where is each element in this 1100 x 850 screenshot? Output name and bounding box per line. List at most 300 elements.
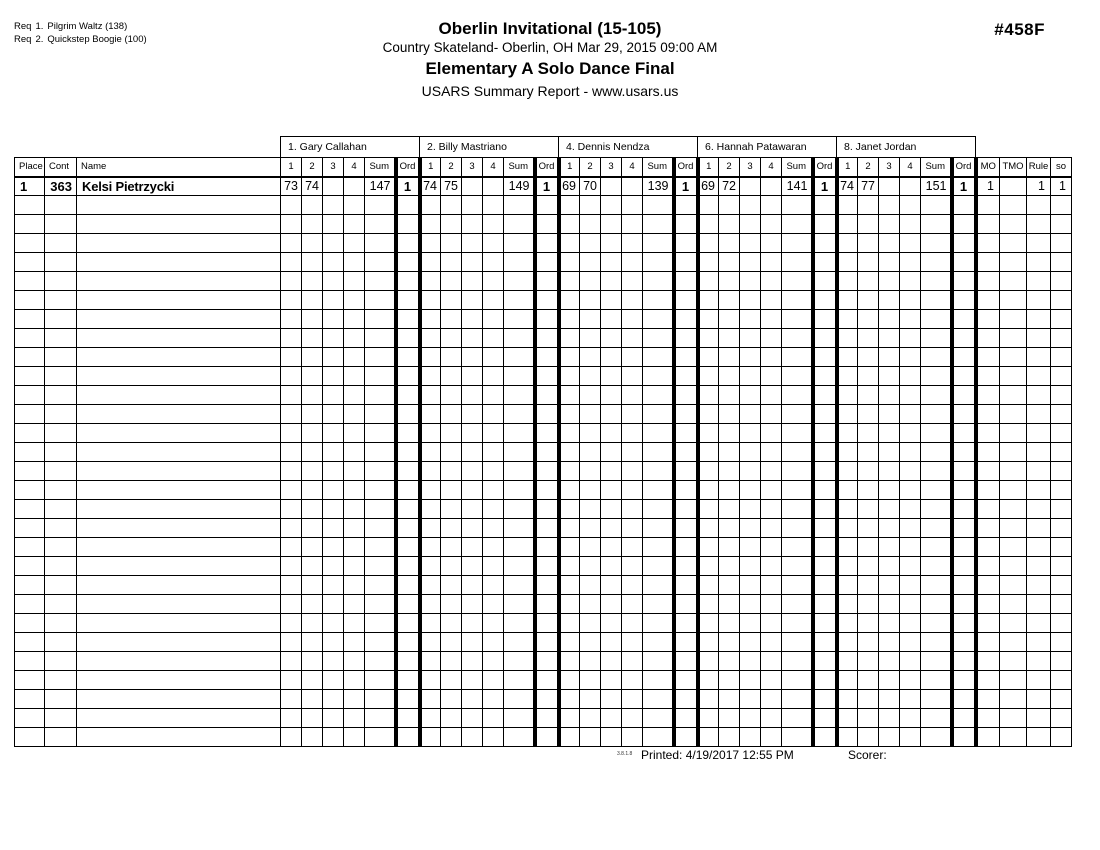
column-header-judge1-sum: Sum [365, 158, 396, 177]
cell-empty [1000, 633, 1027, 652]
cell-empty [483, 291, 504, 310]
column-header-judge5-sum: Sum [921, 158, 952, 177]
table-row-empty[interactable] [15, 234, 1072, 253]
table-row-empty[interactable] [15, 462, 1072, 481]
cell-empty [441, 329, 462, 348]
cell-empty [535, 329, 559, 348]
cell-empty [782, 614, 813, 633]
cell-empty [396, 215, 420, 234]
cell-empty [719, 728, 740, 747]
cell-empty [323, 215, 344, 234]
cell-empty [1000, 500, 1027, 519]
cell-empty [719, 291, 740, 310]
cell-empty [281, 500, 302, 519]
cell-empty [302, 519, 323, 538]
cell-empty [77, 234, 281, 253]
cell-empty [813, 690, 837, 709]
cell-empty [302, 234, 323, 253]
cell-empty [782, 500, 813, 519]
cell-empty [698, 405, 719, 424]
cell-empty [559, 481, 580, 500]
cell-empty [1027, 481, 1051, 500]
cell-empty [420, 310, 441, 329]
cell-empty [365, 272, 396, 291]
cell-empty [813, 728, 837, 747]
cell-empty [462, 652, 483, 671]
cell-empty [535, 557, 559, 576]
cell-empty [45, 443, 77, 462]
cell-empty [782, 728, 813, 747]
cell-empty [740, 329, 761, 348]
cell-empty [441, 595, 462, 614]
cell-empty [483, 481, 504, 500]
column-header-judge5-1: 1 [837, 158, 858, 177]
cell-empty [900, 500, 921, 519]
cell-empty [858, 310, 879, 329]
table-row-empty[interactable] [15, 595, 1072, 614]
cell-empty [952, 386, 976, 405]
table-row-empty[interactable] [15, 500, 1072, 519]
cell-empty [698, 443, 719, 462]
cell-empty [921, 538, 952, 557]
cell-empty [535, 291, 559, 310]
cell-empty [344, 367, 365, 386]
cell-empty [420, 557, 441, 576]
cell-empty [504, 234, 535, 253]
cell-empty [302, 196, 323, 215]
cell-empty [396, 443, 420, 462]
cell-empty [900, 272, 921, 291]
cell-judge2-ord: 1 [535, 177, 559, 196]
cell-empty [900, 291, 921, 310]
cell-empty [396, 557, 420, 576]
cell-empty [782, 462, 813, 481]
cell-empty [344, 405, 365, 424]
table-row-empty[interactable] [15, 272, 1072, 291]
cell-empty [643, 348, 674, 367]
cell-judge1-s2: 74 [302, 177, 323, 196]
cell-empty [365, 291, 396, 310]
cell-empty [643, 386, 674, 405]
cell-empty [281, 595, 302, 614]
cell-empty [45, 291, 77, 310]
cell-empty [365, 576, 396, 595]
cell-empty [879, 500, 900, 519]
cell-empty [740, 709, 761, 728]
cell-empty [976, 348, 1000, 367]
cell-empty [580, 557, 601, 576]
cell-empty [674, 614, 698, 633]
cell-empty [976, 196, 1000, 215]
cell-empty [15, 633, 45, 652]
cell-empty [1027, 576, 1051, 595]
cell-empty [45, 728, 77, 747]
cell-empty [952, 519, 976, 538]
cell-empty [323, 405, 344, 424]
cell-empty [719, 367, 740, 386]
cell-empty [323, 348, 344, 367]
table-row-empty[interactable] [15, 538, 1072, 557]
cell-empty [420, 595, 441, 614]
table-row-empty[interactable] [15, 576, 1072, 595]
cell-empty [462, 215, 483, 234]
cell-empty [900, 329, 921, 348]
cell-empty [441, 386, 462, 405]
table-row-empty[interactable] [15, 367, 1072, 386]
cell-empty [813, 405, 837, 424]
cell-empty [365, 595, 396, 614]
cell-empty [921, 272, 952, 291]
cell-empty [77, 253, 281, 272]
cell-empty [77, 291, 281, 310]
cell-empty [719, 538, 740, 557]
cell-empty [837, 709, 858, 728]
cell-empty [580, 728, 601, 747]
cell-empty [740, 557, 761, 576]
cell-empty [323, 728, 344, 747]
cell-empty [535, 462, 559, 481]
cell-empty [921, 576, 952, 595]
cell-empty [921, 557, 952, 576]
table-row-empty[interactable] [15, 709, 1072, 728]
cell-empty [879, 519, 900, 538]
cell-empty [420, 196, 441, 215]
cell-judge3-sum: 139 [643, 177, 674, 196]
cell-empty [281, 348, 302, 367]
cell-empty [622, 690, 643, 709]
cell-empty [813, 196, 837, 215]
cell-empty [441, 272, 462, 291]
cell-empty [674, 690, 698, 709]
cell-empty [740, 443, 761, 462]
cell-empty [1000, 519, 1027, 538]
cell-empty [1027, 424, 1051, 443]
cell-empty [952, 481, 976, 500]
cell-judge4-s1: 69 [698, 177, 719, 196]
table-row-empty[interactable] [15, 652, 1072, 671]
cell-empty [643, 291, 674, 310]
cell-empty [580, 709, 601, 728]
cell-empty [281, 519, 302, 538]
cell-empty [858, 709, 879, 728]
cell-empty [1051, 481, 1072, 500]
cell-empty [302, 690, 323, 709]
score-table [14, 136, 1072, 747]
cell-empty [462, 443, 483, 462]
cell-empty [441, 709, 462, 728]
cell-empty [761, 291, 782, 310]
table-row-empty[interactable] [15, 443, 1072, 462]
cell-empty [77, 614, 281, 633]
cell-empty [900, 538, 921, 557]
cell-empty [1051, 291, 1072, 310]
cell-empty [879, 367, 900, 386]
cell-empty [483, 329, 504, 348]
cell-empty [879, 633, 900, 652]
cell-empty [559, 633, 580, 652]
cell-empty [601, 519, 622, 538]
cell-empty [535, 253, 559, 272]
cell-empty [535, 196, 559, 215]
cell-empty [858, 576, 879, 595]
cell-empty [441, 234, 462, 253]
cell-empty [761, 519, 782, 538]
cell-empty [782, 424, 813, 443]
cell-empty [761, 196, 782, 215]
cell-empty [858, 652, 879, 671]
cell-empty [921, 424, 952, 443]
cell-empty [504, 481, 535, 500]
cell-empty [879, 614, 900, 633]
cell-empty [740, 690, 761, 709]
cell-empty [601, 538, 622, 557]
table-row-empty[interactable] [15, 728, 1072, 747]
cell-empty [462, 690, 483, 709]
cell-empty [1027, 538, 1051, 557]
cell-empty [580, 253, 601, 272]
cell-empty [879, 595, 900, 614]
cell-empty [1027, 500, 1051, 519]
cell-empty [396, 481, 420, 500]
cell-empty [879, 557, 900, 576]
cell-empty [77, 633, 281, 652]
cell-empty [344, 329, 365, 348]
cell-empty [813, 614, 837, 633]
table-row-empty[interactable] [15, 329, 1072, 348]
cell-empty [365, 519, 396, 538]
cell-empty [813, 310, 837, 329]
cell-empty [952, 709, 976, 728]
cell-empty [622, 310, 643, 329]
cell-empty [601, 329, 622, 348]
column-header-judge4-4: 4 [761, 158, 782, 177]
cell-empty [719, 424, 740, 443]
judge-header-3: 4. Dennis Nendza [559, 137, 698, 158]
cell-empty [674, 576, 698, 595]
cell-empty [365, 424, 396, 443]
cell-empty [622, 671, 643, 690]
cell-empty [45, 519, 77, 538]
cell-empty [761, 481, 782, 500]
cell-empty [323, 709, 344, 728]
table-row-empty[interactable] [15, 481, 1072, 500]
table-row-empty[interactable] [15, 690, 1072, 709]
cell-empty [535, 595, 559, 614]
cell-empty [365, 386, 396, 405]
cell-empty [813, 386, 837, 405]
cell-empty [813, 538, 837, 557]
cell-empty [952, 538, 976, 557]
cell-empty [952, 443, 976, 462]
cell-empty [302, 272, 323, 291]
cell-empty [396, 538, 420, 557]
cell-empty [1027, 690, 1051, 709]
column-header-so: so [1051, 158, 1072, 177]
cell-empty [302, 538, 323, 557]
cell-empty [15, 386, 45, 405]
cell-empty [396, 424, 420, 443]
cell-empty [504, 291, 535, 310]
cell-empty [1000, 614, 1027, 633]
cell-empty [1000, 652, 1027, 671]
cell-empty [365, 500, 396, 519]
cell-empty [420, 671, 441, 690]
cell-empty [535, 519, 559, 538]
cell-empty [504, 576, 535, 595]
cell-empty [77, 576, 281, 595]
cell-empty [698, 557, 719, 576]
cell-empty [535, 405, 559, 424]
table-row-empty[interactable] [15, 405, 1072, 424]
cell-empty [580, 424, 601, 443]
cell-empty [837, 652, 858, 671]
cell-empty [952, 253, 976, 272]
cell-empty [281, 291, 302, 310]
cell-empty [396, 234, 420, 253]
table-row-empty[interactable] [15, 253, 1072, 272]
cell-empty [77, 519, 281, 538]
cell-empty [15, 690, 45, 709]
cell-empty [580, 329, 601, 348]
cell-empty [837, 614, 858, 633]
cell-empty [976, 652, 1000, 671]
cell-empty [837, 310, 858, 329]
cell-empty [813, 633, 837, 652]
cell-empty [1051, 443, 1072, 462]
cell-empty [323, 633, 344, 652]
cell-empty [601, 728, 622, 747]
cell-empty [921, 253, 952, 272]
cell-empty [344, 348, 365, 367]
cell-empty [643, 481, 674, 500]
cell-empty [740, 614, 761, 633]
cell-empty [580, 576, 601, 595]
cell-empty [462, 671, 483, 690]
table-row-empty[interactable] [15, 671, 1072, 690]
cell-empty [782, 310, 813, 329]
cell-empty [1051, 196, 1072, 215]
cell-empty [976, 728, 1000, 747]
cell-empty [976, 291, 1000, 310]
table-row-empty[interactable] [15, 557, 1072, 576]
cell-empty [1000, 196, 1027, 215]
cell-empty [302, 367, 323, 386]
table-row-empty[interactable] [15, 215, 1072, 234]
cell-empty [921, 462, 952, 481]
cell-empty [281, 576, 302, 595]
cell-empty [323, 690, 344, 709]
table-row-empty[interactable] [15, 633, 1072, 652]
cell-empty [323, 196, 344, 215]
cell-empty [77, 196, 281, 215]
cell-empty [420, 538, 441, 557]
cell-empty [396, 614, 420, 633]
cell-empty [813, 652, 837, 671]
cell-empty [580, 215, 601, 234]
cell-empty [281, 367, 302, 386]
cell-empty [323, 671, 344, 690]
cell-empty [761, 462, 782, 481]
cell-empty [441, 538, 462, 557]
cell-empty [1027, 595, 1051, 614]
table-row-empty[interactable] [15, 424, 1072, 443]
cell-empty [719, 386, 740, 405]
cell-judge3-ord: 1 [674, 177, 698, 196]
cell-empty [813, 424, 837, 443]
cell-empty [15, 595, 45, 614]
cell-empty [1027, 367, 1051, 386]
cell-empty [344, 557, 365, 576]
cell-empty [45, 367, 77, 386]
cell-empty [858, 614, 879, 633]
cell-empty [365, 253, 396, 272]
cell-empty [580, 310, 601, 329]
cell-empty [622, 595, 643, 614]
cell-empty [740, 215, 761, 234]
cell-empty [420, 690, 441, 709]
cell-empty [761, 709, 782, 728]
table-row-empty[interactable] [15, 519, 1072, 538]
cell-empty [740, 652, 761, 671]
column-header-judge4-1: 1 [698, 158, 719, 177]
cell-empty [976, 481, 1000, 500]
cell-empty [1000, 538, 1027, 557]
cell-empty [698, 728, 719, 747]
cell-empty [921, 329, 952, 348]
cell-empty [441, 652, 462, 671]
cell-empty [559, 728, 580, 747]
cell-empty [813, 329, 837, 348]
cell-empty [77, 329, 281, 348]
table-row-empty[interactable] [15, 310, 1072, 329]
cell-empty [580, 462, 601, 481]
table-row-empty[interactable] [15, 386, 1072, 405]
cell-empty [921, 671, 952, 690]
cell-empty [365, 709, 396, 728]
cell-empty [858, 671, 879, 690]
cell-empty [900, 367, 921, 386]
cell-empty [952, 557, 976, 576]
cell-empty [462, 481, 483, 500]
cell-empty [302, 557, 323, 576]
table-row-empty[interactable] [15, 291, 1072, 310]
cell-empty [879, 386, 900, 405]
cell-empty [559, 196, 580, 215]
cell-empty [782, 709, 813, 728]
cell-empty [535, 538, 559, 557]
cell-empty [900, 557, 921, 576]
cell-empty [858, 291, 879, 310]
cell-empty [782, 690, 813, 709]
table-row-empty[interactable] [15, 196, 1072, 215]
cell-empty [365, 671, 396, 690]
table-row-empty[interactable] [15, 614, 1072, 633]
cell-empty [1027, 614, 1051, 633]
cell-empty [719, 329, 740, 348]
column-header-judge1-1: 1 [281, 158, 302, 177]
cell-empty [420, 462, 441, 481]
table-row-empty[interactable] [15, 348, 1072, 367]
cell-empty [1027, 728, 1051, 747]
cell-empty [837, 405, 858, 424]
cell-empty [1000, 671, 1027, 690]
cell-empty [420, 481, 441, 500]
cell-empty [420, 272, 441, 291]
table-row[interactable] [15, 177, 1072, 196]
cell-empty [1027, 329, 1051, 348]
cell-empty [622, 614, 643, 633]
score-table-container [14, 136, 1072, 747]
